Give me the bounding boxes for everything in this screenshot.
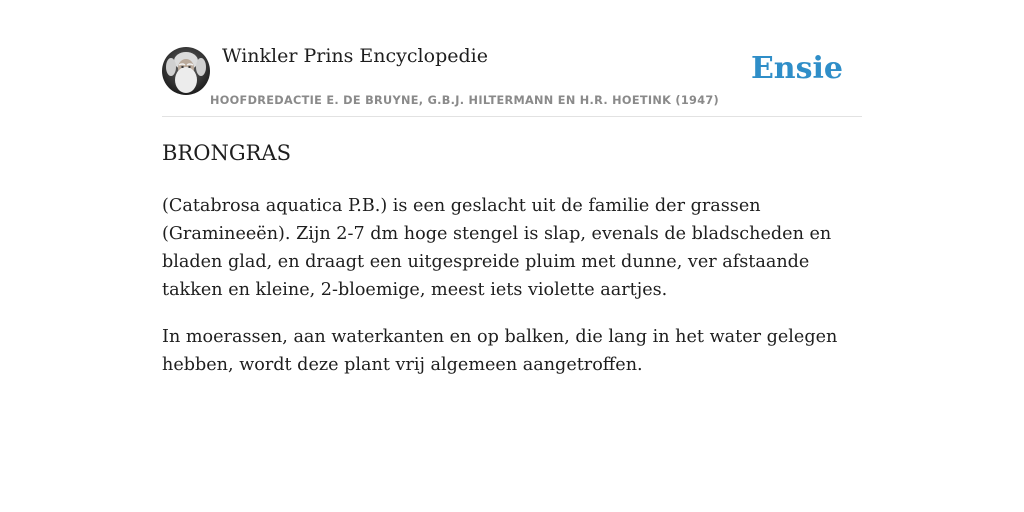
entry-paragraph: In moerassen, aan waterkanten en op balken, die lang in het water gelegen hebben, wordt deze plant vrij algemeen aangetroffen. xyxy=(162,327,838,375)
author-avatar[interactable] xyxy=(162,47,210,95)
source-editors: HOOFDREDACTIE E. DE BRUYNE, G.B.J. HILTERMANN EN H.R. HOETINK (1947) xyxy=(210,94,719,107)
entry-body xyxy=(162,192,862,398)
portrait-photo-icon xyxy=(162,47,210,95)
entry-title: BRONGRAS xyxy=(162,141,291,165)
entry-paragraph: (Catabrosa aquatica P.B.) is een geslacht uit de familie der grassen (Gramineeën). Zijn 2-7 dm hoge stengel is slap, evenals de bladscheden en bladen glad, en draagt een uitgespreide pluim met dunne, ver afstaande takken en kleine, 2-bloemige, meest iets violette aartjes. xyxy=(162,196,832,300)
source-title[interactable]: Winkler Prins Encyclopedie xyxy=(222,45,488,67)
ensie-logo[interactable]: Ensie xyxy=(750,51,843,86)
source-header xyxy=(162,42,862,117)
